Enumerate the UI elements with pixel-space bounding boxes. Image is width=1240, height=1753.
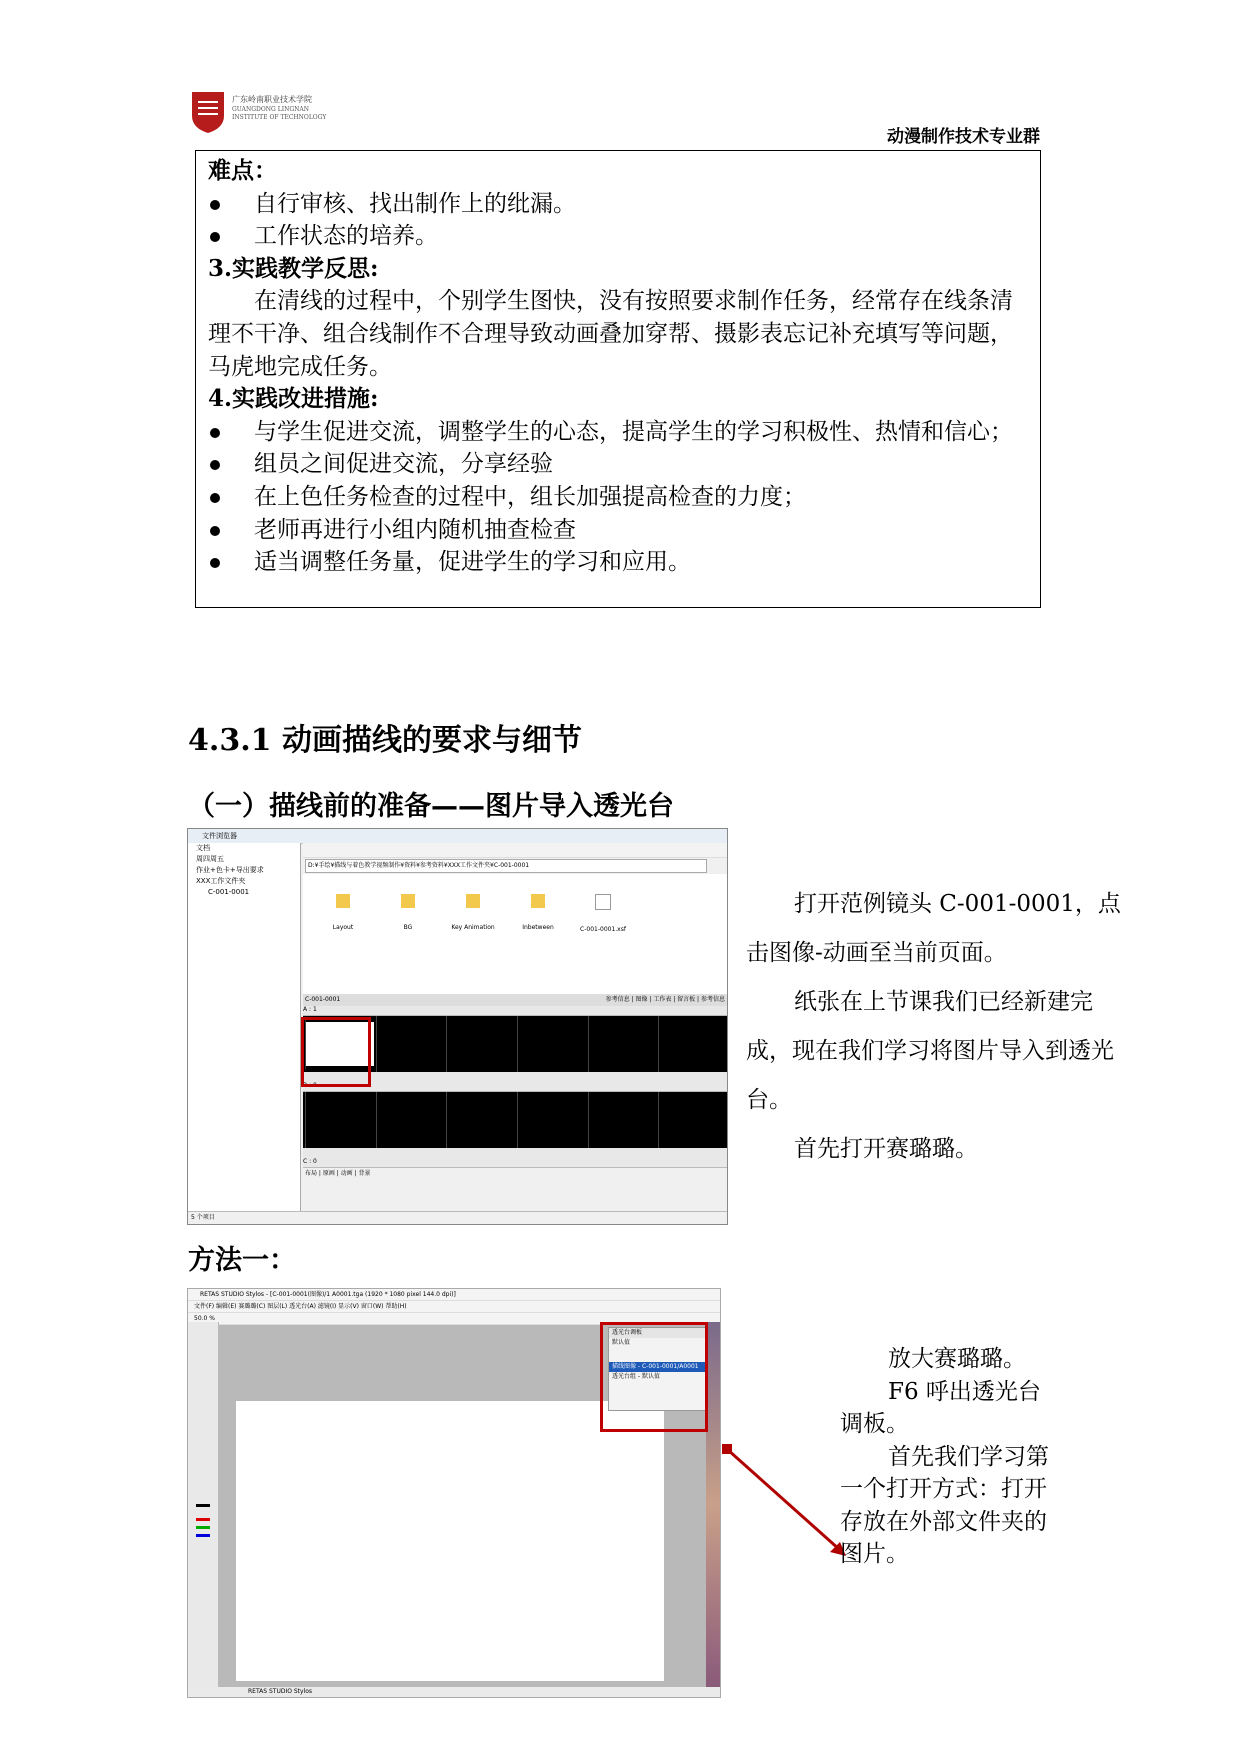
window-titlebar — [188, 1289, 720, 1301]
section-title: 4.3.1 动画描线的要求与细节 — [188, 723, 582, 758]
folder-item — [378, 886, 438, 931]
school-logo — [190, 90, 330, 136]
track-c: C : 0 — [303, 1158, 727, 1168]
shield-icon — [190, 90, 226, 134]
window-titlebar — [188, 829, 727, 844]
cut-label: C-001-0001 — [305, 996, 341, 1003]
tree-item: C-001-0001 — [208, 888, 250, 896]
instruction-paragraph: 放大赛璐璐。 — [888, 1346, 1026, 1372]
instruction-text-2 — [840, 1343, 1055, 1571]
panel-item: 描线图像 - C-001-0001/A0001 — [609, 1362, 707, 1372]
instruction-paragraph: 纸张在上节课我们已经新建完成，现在我们学习将图片导入到透光台。 — [746, 989, 1114, 1113]
file-item — [573, 886, 633, 933]
status-bar: 5 个项目 — [188, 1211, 727, 1224]
bottom-tabs: 布局 | 原画 | 动画 | 背景 — [305, 1170, 371, 1177]
folder-icon — [531, 894, 545, 908]
tree-item: XXX工作文件夹 — [196, 877, 246, 885]
tree-item: 文档 — [196, 844, 210, 852]
difficulty-heading: 难点： — [208, 157, 277, 184]
folder-item — [313, 886, 373, 931]
reflection-heading: 3.实践教学反思: — [208, 254, 379, 282]
highlight-box — [301, 1017, 371, 1087]
menu-bar — [188, 1301, 720, 1313]
reflection-text: 在清线的过程中，个别学生图快，没有按照要求制作任务，经常存在线条清理不干净、组合线制作不合理导致动画叠加穿帮、摄影表忘记补充填写等问题，马虎地完成任务。 — [208, 288, 1013, 380]
list-item: 与学生促进交流，调整学生的心态，提高学生的学习积极性、热情和信心； — [208, 416, 1026, 449]
tool-palette — [188, 1322, 219, 1687]
folder-icon — [401, 894, 415, 908]
logo-text-en2: INSTITUTE OF TECHNOLOGY — [232, 114, 327, 121]
folder-item — [443, 886, 503, 931]
track-b: B : 0 — [303, 1082, 727, 1092]
toolbar — [303, 843, 727, 858]
list-item: 老师再进行小组内随机抽查检查 — [208, 514, 1026, 547]
document-icon — [595, 894, 611, 910]
method-title: 方法一： — [188, 1245, 296, 1276]
folder-label: Layout — [332, 924, 354, 931]
frame-strip-b — [303, 1092, 727, 1148]
list-item: 自行审核、找出制作上的纰漏。 — [208, 188, 1026, 221]
folder-label: Inbetween — [522, 924, 554, 931]
folder-icon — [336, 894, 350, 908]
window-title: 文件浏览器 — [202, 832, 237, 840]
address-bar: D:¥手绘¥描线与着色教学视频制作¥资料¥参考资料¥XXX工作文件夹¥C-001-0001 — [305, 859, 707, 873]
subsection-title: （一）描线前的准备——图片导入透光台 — [188, 791, 674, 822]
reflection-box — [195, 150, 1041, 608]
highlight-box — [600, 1322, 708, 1432]
folder-item — [508, 886, 568, 931]
red-arrow-icon — [718, 1440, 858, 1570]
track-a: A : 1 — [303, 1006, 727, 1016]
folder-icon — [466, 894, 480, 908]
menu-text: 文件(F) 编辑(E) 赛璐璐(C) 图层(L) 透光台(A) 滤镜(I) 显示(V) 窗口(W) 帮助(H) — [194, 1303, 407, 1310]
instruction-text-1 — [746, 880, 1126, 1174]
zoom-value: 50.0 % — [194, 1315, 215, 1322]
list-item: 适当调整任务量，促进学生的学习和应用。 — [208, 546, 1026, 579]
cut-tabs — [303, 994, 727, 1006]
folder-label: Key Animation — [451, 924, 495, 931]
drawing-canvas — [236, 1401, 664, 1681]
folder-grid — [303, 874, 727, 994]
panel-item: 透光台组 - 默认值 — [612, 1373, 660, 1380]
tab-bar: 参考信息 | 图像 | 工作表 | 留言板 | 参考信息 — [605, 996, 725, 1003]
folder-label: BG — [403, 924, 413, 931]
logo-text-en1: GUANGDONG LINGNAN — [232, 106, 309, 113]
folder-tree — [188, 843, 301, 1212]
status-bar: RETAS STUDIO Stylos — [188, 1687, 720, 1697]
list-item: 工作状态的培养。 — [208, 220, 1026, 253]
instruction-paragraph: 打开范例镜头 C-001-0001，点击图像-动画至当前页面。 — [746, 891, 1121, 966]
panel-option: 默认值 — [612, 1339, 631, 1346]
retas-screenshot — [187, 1288, 721, 1698]
file-label: C-001-0001.xsf — [580, 926, 626, 933]
list-item: 组员之间促进交流，分享经验 — [208, 448, 1026, 481]
tree-item: 周四周五 — [196, 855, 224, 863]
instruction-paragraph: 首先我们学习第一个打开方式：打开存放在外部文件夹的图片。 — [840, 1443, 1049, 1567]
tree-item: 作业+色卡+导出要求 — [196, 866, 264, 874]
instruction-paragraph: F6 呼出透光台调板。 — [840, 1378, 1041, 1437]
header-title: 动漫制作技术专业群 — [887, 127, 1040, 147]
scrollbar — [303, 1148, 727, 1158]
panel-title: 透光台调板 — [609, 1328, 707, 1338]
improve-heading: 4.实践改进措施: — [208, 385, 379, 413]
file-browser-screenshot — [187, 828, 728, 1225]
list-item: 在上色任务检查的过程中，组长加强提高检查的力度； — [208, 481, 1026, 514]
window-title: RETAS STUDIO Stylos - [C-001-0001(图像)/1 A0001.tga (1920 * 1080 pixel 144.0 dpi)] — [200, 1291, 456, 1298]
logo-text-cn: 广东岭南职业技术学院 — [232, 95, 312, 104]
instruction-paragraph: 首先打开赛璐璐。 — [794, 1136, 978, 1162]
